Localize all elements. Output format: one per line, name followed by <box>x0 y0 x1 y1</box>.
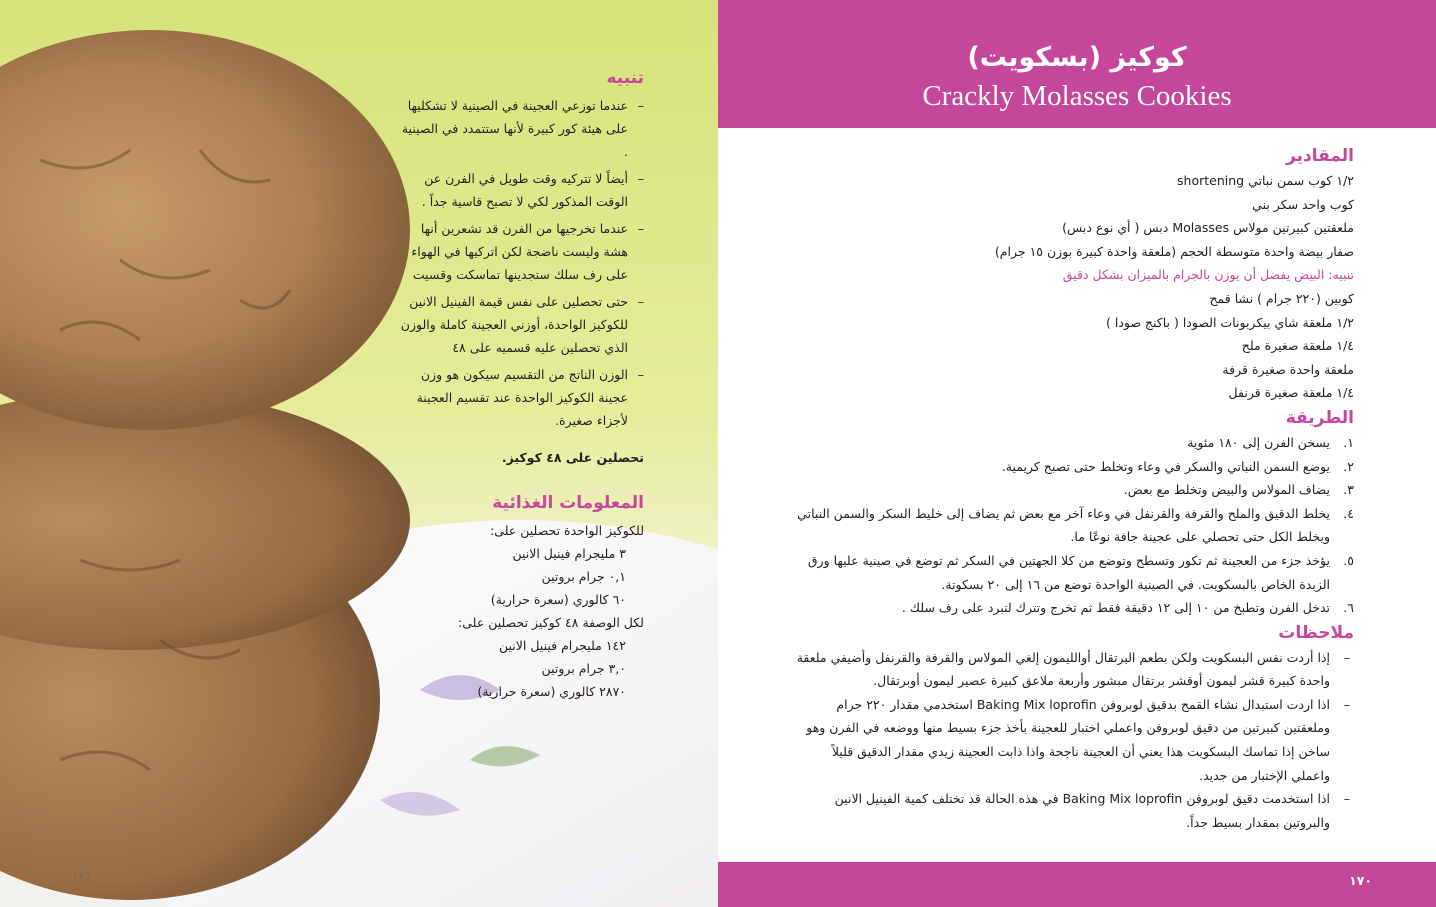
left-text-column <box>394 66 644 703</box>
nutrition-line: ٣ مليجرام فينيل الانين <box>512 546 626 561</box>
right-page <box>718 0 1436 907</box>
tips-list <box>394 94 644 432</box>
list-item: – الوزن الناتج من التقسيم سيكون هو وزن عجينة الكوكيز الواحدة عند تقسيم العجينة لأجزاء صغيرة. <box>394 363 644 432</box>
ingredient-line: ١/٤ ملعقة صغيرة قرنفل <box>1228 385 1354 401</box>
list-item: – عندما توزعي العجينة في الصينية لا تشكليها على هيئة كور كبيرة لأنها ستتمدد في الصينية . <box>394 94 644 163</box>
recipe-body <box>794 143 1354 834</box>
list-item: – عندما تخرجيها من الفرن قد تشعرين أنها هشة وليست ناضجة لكن اتركيها في الهواء على رف سلك ستجدينها تماسكت وقسيت <box>394 217 644 286</box>
ingredient-line: ملعقتين كبيرتين مولاس Molasses دبس ( أي نوع دبس) <box>1062 220 1354 236</box>
page-number-left: ١٧١ <box>72 868 92 882</box>
step-number: ٤. <box>1343 505 1354 521</box>
method-step <box>794 431 1354 455</box>
ingredients-note: تنبيه: البيض يفضل أن يوزن بالجرام بالميزان بشكل دقيق <box>1062 267 1354 283</box>
nutrition-line: ٣,٠ جرام بروتين <box>541 661 626 676</box>
step-text: تدخل الفرن وتطبخ من ١٠ إلى ١٢ دقيقة فقط ثم تخرج وتترك لتبرد على رف سلك . <box>901 600 1330 616</box>
ingredients-heading: المقادير <box>1286 146 1354 166</box>
ingredient-line: كوبين (٢٢٠ جرام ) نشا قمح <box>1209 290 1354 306</box>
method-step <box>794 549 1354 596</box>
list-item: – إذا أردت نفس البسكويت ولكن بطعم البرتقال أوالليمون إلغي المولاس والقرفة والقرنفل وأضيفي ملعقة واحدة كبيرة قشر ليمون أوقشر برتقال مبشور وأربعة ملاعق كبيرة عصير ليمون أوبرتقال. <box>794 646 1354 693</box>
notes-list <box>794 646 1354 835</box>
title-band <box>718 0 1436 128</box>
method-step <box>794 502 1354 549</box>
step-text: يضاف المولاس والبيض وتخلط مع بعض. <box>1123 482 1330 498</box>
method-heading: الطريقة <box>1285 407 1354 428</box>
step-number: ٣. <box>1343 482 1354 498</box>
step-number: ٥. <box>1343 552 1354 568</box>
list-item: – اذا اردت استبدال نشاء القمح بدقيق لوبروفن Baking Mix loprofin استخدمي مقدار ٢٢٠ جرام وملعقتين كبيرتين من دقيق لوبروفن واعملي اختبار للعجينة بأخذ جزء بسيط منها ووضعه في الفرن وهو ساخن إذا تماسك البسكويت هذا يعني أن العجينة ناجحة واذا ذابت العجينة زيدي مقدار الدقيق قليلاً واعملي الإختبار من جديد. <box>794 693 1354 787</box>
nutrition-line: ٦٠ كالوري (سعرة حرارية) <box>490 592 626 607</box>
nutrition-line: ٢٨٧٠ كالوري (سعرة حرارية) <box>477 684 626 699</box>
list-item: – حتى تحصلين على نفس قيمة الفينيل الانين للكوكيز الواحدة، أوزني العجينة كاملة والوزن الذي تحصلين عليه قسميه على ٤٨ <box>394 290 644 359</box>
ingredient-line: ١/٤ ملعقة صغيرة ملح <box>1241 338 1354 354</box>
ingredient-line: ملعقة واحدة صغيرة قرفة <box>1222 361 1354 377</box>
step-text: يخلط الدقيق والملح والقرفة والقرنفل في وعاء آخر مع بعض ثم يضاف إلى خليط السكر والسمن النباتي ويخلط الكل حتى تحصلي على عجينة جافة نوعًا ما. <box>797 505 1330 545</box>
step-number: ٢. <box>1343 458 1354 474</box>
method-steps <box>794 431 1354 620</box>
nutrition-heading: المعلومات الغذائية <box>492 493 644 513</box>
step-text: يؤخذ جزء من العجينة ثم تكور وتسطح وتوضع من كلا الجهتين في السكر ثم توضع في صينية عليها ورق الزبدة الخاص بالبسكويت. في الصينية الواحدة توضع من ١٦ إلى ٢٠ بسكوتة. <box>807 552 1330 592</box>
ingredient-line: صفار بيضة واحدة متوسطة الحجم (ملعقة واحدة كبيرة بوزن ١٥ جرام) <box>994 243 1354 259</box>
method-step <box>794 596 1354 620</box>
method-step <box>794 455 1354 479</box>
nutrition-line: للكوكيز الواحدة تحصلين على: <box>490 523 644 538</box>
nutrition-line: ٠,١ جرام بروتين <box>541 569 626 584</box>
step-text: يوضع السمن النباتي والسكر في وعاء وتخلط حتى تصبح كريمية. <box>1001 458 1330 474</box>
step-text: يسخن الفرن إلى ١٨٠ مئوية <box>1187 434 1330 450</box>
step-number: ١. <box>1343 434 1354 450</box>
method-step <box>794 478 1354 502</box>
nutrition-line: ١٤٢ مليجرام فينيل الانين <box>499 638 626 653</box>
ingredient-line: ١/٢ كوب سمن نباتي shortening <box>1177 173 1354 188</box>
page-number-right: ١٧٠ <box>1349 873 1372 888</box>
notes-heading: ملاحظات <box>1278 622 1354 643</box>
recipe-title-english: Crackly Molasses Cookies <box>922 80 1232 112</box>
step-number: ٦. <box>1343 600 1354 616</box>
list-item: – اذا استخدمت دقيق لوبروفن Baking Mix loprofin في هذه الحالة قد تختلف كمية الفينيل الانين والبروتين بمقدار بسيط جداً. <box>794 787 1354 834</box>
ingredient-line: كوب واحد سكر بني <box>1252 196 1354 212</box>
ingredient-line: ١/٢ ملعقة شاي بيكربونات الصودا ( باكنج صودا ) <box>1106 314 1354 330</box>
tip-heading: تنبيه <box>606 68 644 88</box>
nutrition-line: لكل الوصفة ٤٨ كوكيز تحصلين على: <box>458 615 644 630</box>
footer-band <box>718 862 1436 907</box>
list-item: – أيضاً لا تتركيه وقت طويل في الفرن عن الوقت المذكور لكي لا تصبح قاسية جداً . <box>394 167 644 213</box>
yield-text: تحصلين على ٤٨ كوكيز. <box>501 450 644 465</box>
recipe-title-arabic: كوكيز (بسكويت) <box>967 42 1187 73</box>
